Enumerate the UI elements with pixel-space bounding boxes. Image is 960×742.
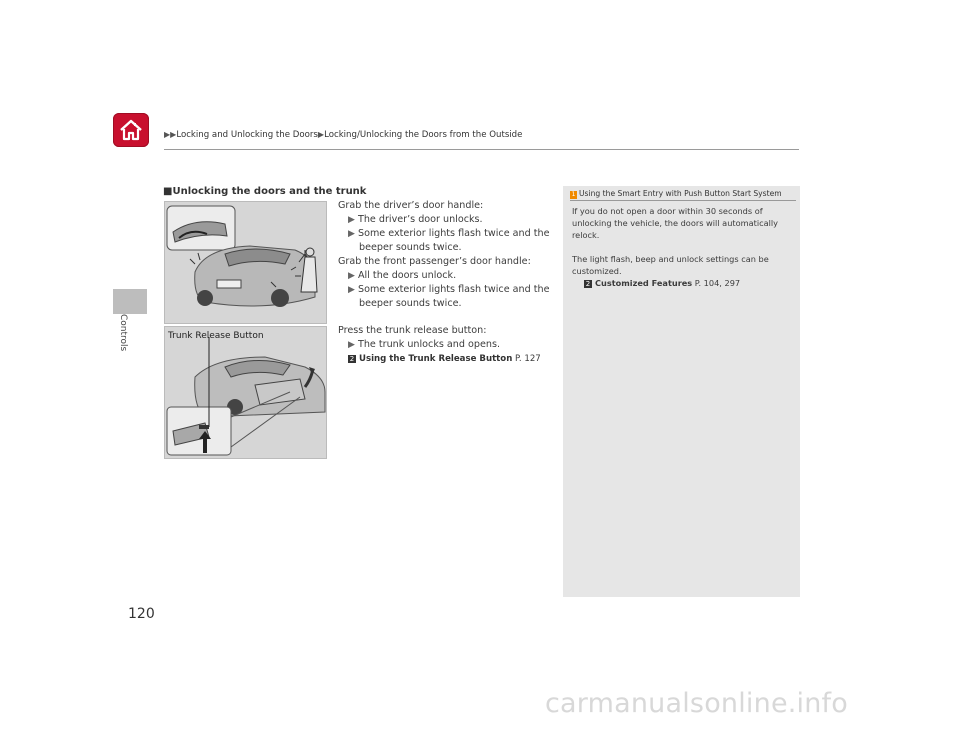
reference-arrow-icon: 2 [349, 355, 355, 363]
triangle-bullet-icon: ▶ [348, 215, 355, 225]
breadcrumb-arrow-icon: ▶ [317, 130, 325, 139]
breadcrumb [164, 130, 522, 140]
list-item: ▶ Some exterior lights flash twice and the [348, 228, 550, 239]
triangle-bullet-icon: ▶ [348, 285, 355, 295]
xref-trunk-release[interactable]: 2 Using the Trunk Release Button P. 127 [349, 354, 541, 364]
note-panel [563, 186, 800, 597]
note-line: The light flash, beep and unlock settings can be [572, 254, 769, 264]
note-number-icon: 1 [571, 191, 576, 198]
header-divider [164, 149, 799, 150]
note-line: relock. [572, 230, 600, 240]
triangle-bullet-icon: ▶ [348, 271, 355, 281]
note-line: unlocking the vehicle, the doors will automatically [572, 218, 779, 228]
step-1-text: Grab the driver’s door handle: [338, 200, 484, 211]
note-divider [570, 200, 796, 201]
side-tab-label: Controls [118, 314, 128, 352]
trunk-illustration [164, 326, 327, 459]
page-number: 120 [128, 606, 155, 622]
breadcrumb-arrow-icon: ▶▶ [164, 130, 177, 139]
door-handle-illustration [164, 201, 327, 324]
triangle-bullet-icon: ▶ [348, 340, 355, 350]
step-2-text: Grab the front passenger’s door handle: [338, 256, 531, 267]
list-item-continued: beeper sounds twice. [359, 242, 462, 253]
list-item: ▶ All the doors unlock. [348, 270, 457, 281]
home-icon [118, 117, 144, 143]
list-item: ▶ Some exterior lights flash twice and the [348, 284, 550, 295]
watermark: carmanualsonline.info [545, 688, 848, 719]
breadcrumb-current: Locking/Unlocking the Doors from the Outside [324, 130, 523, 140]
note-title: 1 Using the Smart Entry with Push Button Start System [571, 189, 782, 198]
breadcrumb-link-doors[interactable]: Locking and Unlocking the Doors [176, 130, 318, 140]
xref-customized-features[interactable]: 2 Customized Features P. 104, 297 [585, 278, 741, 288]
section-heading: ■Unlocking the doors and the trunk [163, 186, 367, 197]
triangle-bullet-icon: ▶ [348, 229, 355, 239]
side-tab[interactable] [113, 289, 147, 314]
list-item: ▶ The driver’s door unlocks. [348, 214, 483, 225]
list-item: ▶ The trunk unlocks and opens. [348, 339, 501, 350]
note-line: If you do not open a door within 30 seconds of [572, 206, 763, 216]
list-item-continued: beeper sounds twice. [359, 298, 462, 309]
note-line: customized. [572, 266, 622, 276]
home-button[interactable] [113, 113, 149, 147]
trunk-release-label: Trunk Release Button [168, 331, 264, 341]
step-3-text: Press the trunk release button: [338, 325, 487, 336]
reference-arrow-icon: 2 [585, 280, 591, 288]
